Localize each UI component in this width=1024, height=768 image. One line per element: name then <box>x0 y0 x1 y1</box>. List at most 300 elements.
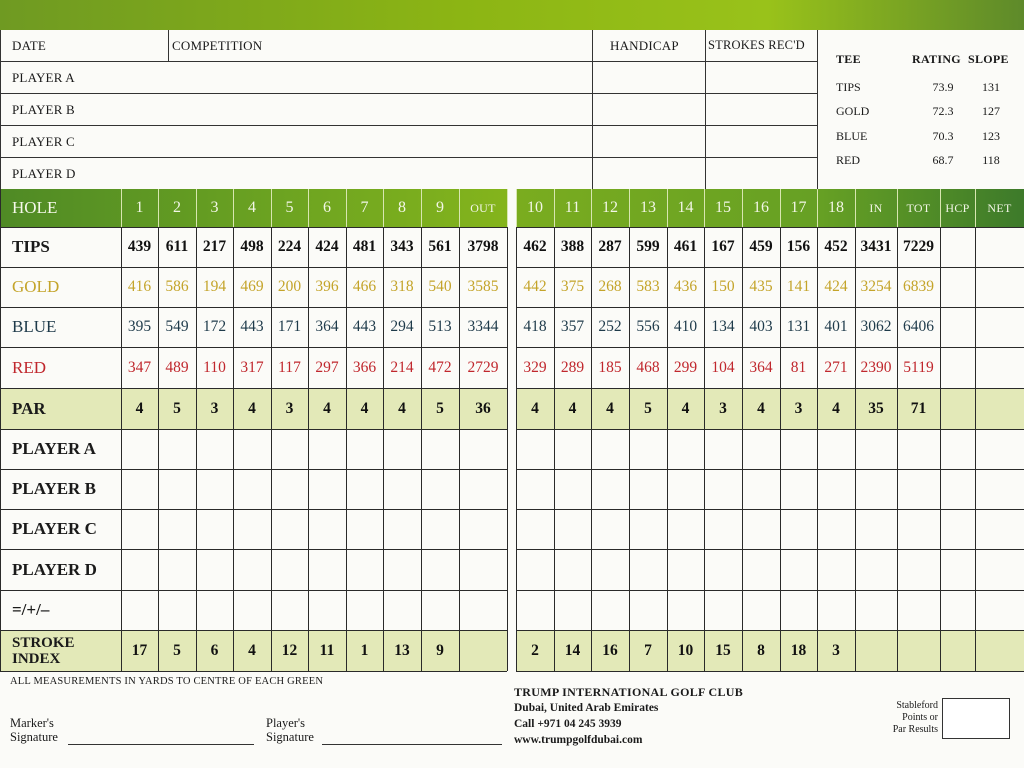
tee-rating-row <box>836 129 1016 145</box>
yardage-cell: 435 <box>749 278 773 295</box>
score-entry-cell[interactable] <box>780 429 817 469</box>
club-location: Dubai, United Arab Emirates <box>514 702 659 714</box>
hole-number: 14 <box>677 199 694 216</box>
score-entry-cell[interactable] <box>233 549 271 590</box>
score-entry-cell[interactable] <box>704 549 742 590</box>
score-entry-cell[interactable] <box>667 469 704 509</box>
stroke-index-cell: 4 <box>248 641 256 659</box>
tee-rating-value: 68.7 <box>932 153 954 167</box>
score-entry-cell[interactable] <box>459 590 507 630</box>
score-entry-cell[interactable] <box>346 469 383 509</box>
divider <box>705 30 706 190</box>
strokes-recd-label: STROKES REC'D <box>708 38 805 52</box>
yardage-cell: 287 <box>598 238 622 255</box>
yardage-cell: 318 <box>390 278 414 295</box>
score-entry-cell[interactable] <box>940 469 975 509</box>
score-entry-cell[interactable] <box>271 469 308 509</box>
yardage-cell: 81 <box>790 358 807 376</box>
yardage-cell: 583 <box>636 278 660 295</box>
yardage-cell: 364 <box>315 318 339 335</box>
tee-tee-value: GOLD <box>836 104 870 118</box>
score-entry-cell[interactable] <box>233 509 271 549</box>
in-header: IN <box>869 200 883 215</box>
score-entry-cell[interactable] <box>940 429 975 469</box>
grid-line <box>507 227 508 671</box>
par-out-cell: 36 <box>475 399 491 417</box>
tee-rating-value: 72.3 <box>932 104 954 118</box>
score-entry-cell[interactable] <box>742 469 780 509</box>
hole-number: 4 <box>248 199 256 216</box>
score-entry-cell[interactable] <box>704 509 742 549</box>
out-total-cell: 2729 <box>467 358 499 376</box>
score-entry-cell[interactable] <box>121 590 158 630</box>
score-entry-cell[interactable] <box>591 509 629 549</box>
stroke-index-cell: 10 <box>677 641 694 659</box>
score-entry-cell[interactable] <box>554 509 591 549</box>
yardage-cell: 200 <box>277 278 302 295</box>
score-entry-cell[interactable] <box>704 590 742 630</box>
par-cell: 4 <box>757 399 765 417</box>
score-entry-cell[interactable] <box>516 429 554 469</box>
score-entry-cell[interactable] <box>742 549 780 590</box>
score-entry-cell[interactable] <box>940 549 975 590</box>
stroke-index-cell: 5 <box>173 641 181 659</box>
player-signature-line1: Player's <box>266 716 306 730</box>
stableford-line1: Stableford <box>896 700 938 711</box>
info-row-player-b[interactable] <box>0 94 818 126</box>
score-entry-cell[interactable] <box>855 509 897 549</box>
score-entry-cell[interactable] <box>308 549 346 590</box>
score-entry-cell[interactable] <box>780 509 817 549</box>
out-header: OUT <box>470 200 496 215</box>
stroke-index-cell: 7 <box>644 641 652 659</box>
marker-signature-label <box>10 716 58 744</box>
hole-number: 16 <box>753 199 769 216</box>
score-entry-cell[interactable] <box>346 549 383 590</box>
par-cell: 4 <box>531 399 539 417</box>
top-color-band <box>0 0 1024 30</box>
yardage-cell: 343 <box>390 238 414 255</box>
score-entry-cell[interactable] <box>196 469 233 509</box>
score-entry-cell[interactable] <box>158 509 196 549</box>
score-entry-cell[interactable] <box>742 429 780 469</box>
score-entry-cell[interactable] <box>704 429 742 469</box>
grid-line <box>516 671 1024 672</box>
score-entry-cell[interactable] <box>516 469 554 509</box>
par-cell: 4 <box>248 399 256 417</box>
stroke-index-cell: 13 <box>394 641 410 659</box>
yardage-cell: 481 <box>352 238 377 255</box>
par-cell: 3 <box>794 399 803 417</box>
yardage-cell: 172 <box>202 318 227 335</box>
score-entry-cell[interactable] <box>897 509 940 549</box>
stroke-index-cell: 15 <box>715 641 731 659</box>
yardage-cell: 217 <box>202 238 227 255</box>
score-entry-cell[interactable] <box>554 590 591 630</box>
stroke-index-cell: 3 <box>832 641 840 659</box>
score-entry-cell[interactable] <box>667 590 704 630</box>
score-entry-cell[interactable] <box>233 469 271 509</box>
yardage-cell: 347 <box>127 358 152 376</box>
yardage-cell: 472 <box>428 358 452 376</box>
par-cell: 4 <box>606 399 614 417</box>
yardage-cell: 366 <box>352 358 377 376</box>
stroke-index-label-line1: STROKE <box>12 634 75 651</box>
stroke-index-cell: 1 <box>360 641 369 659</box>
yardage-cell: 297 <box>315 358 339 376</box>
par-cell: 4 <box>568 399 577 417</box>
score-entry-cell[interactable] <box>233 429 271 469</box>
score-entry-cell[interactable] <box>158 549 196 590</box>
score-entry-cell[interactable] <box>591 549 629 590</box>
club-phone: Call +971 04 245 3939 <box>514 718 622 730</box>
score-entry-cell[interactable] <box>271 590 308 630</box>
score-entry-cell[interactable] <box>421 429 459 469</box>
score-entry-cell[interactable] <box>855 429 897 469</box>
score-entry-cell[interactable] <box>742 590 780 630</box>
stroke-index-cell: 18 <box>790 641 807 659</box>
marker-signature-line2: Signature <box>10 730 58 744</box>
score-entry-cell[interactable] <box>629 429 667 469</box>
score-entry-cell[interactable] <box>780 549 817 590</box>
stableford-line2: Points or <box>902 712 938 723</box>
par-cell: 5 <box>644 399 652 417</box>
tee-tee-value: BLUE <box>836 129 868 143</box>
par-cell: 3 <box>210 399 219 417</box>
score-entry-cell[interactable] <box>855 549 897 590</box>
score-entry-cell[interactable] <box>346 429 383 469</box>
hole-number: 8 <box>398 199 406 216</box>
score-entry-cell[interactable] <box>817 549 855 590</box>
yardage-cell: 134 <box>711 318 735 335</box>
score-entry-cell[interactable] <box>591 469 629 509</box>
score-entry-cell[interactable] <box>121 509 158 549</box>
competition-label: COMPETITION <box>172 37 263 53</box>
score-entry-cell[interactable] <box>383 509 421 549</box>
yardage-cell: 388 <box>560 238 585 255</box>
score-entry-cell[interactable] <box>780 590 817 630</box>
score-entry-cell[interactable] <box>158 429 196 469</box>
yardage-cell: 403 <box>749 318 773 335</box>
yardage-cell: 439 <box>127 238 152 255</box>
divider <box>168 30 169 62</box>
score-entry-cell[interactable] <box>383 429 421 469</box>
stroke-index-cell: 8 <box>757 641 765 659</box>
player-score-label: PLAYER D <box>12 559 97 579</box>
score-entry-cell[interactable] <box>383 549 421 590</box>
yardage-cell: 194 <box>202 278 227 295</box>
in-total-cell: 3254 <box>860 278 892 295</box>
tee-header: TEE <box>836 52 861 66</box>
score-entry-cell[interactable] <box>667 549 704 590</box>
score-entry-cell[interactable] <box>667 509 704 549</box>
score-entry-cell[interactable] <box>308 509 346 549</box>
yardage-cell: 549 <box>165 318 189 335</box>
yardage-cell: 375 <box>560 278 585 295</box>
par-cell: 4 <box>398 399 406 417</box>
tee-slope-value: 118 <box>982 153 1000 167</box>
score-entry-cell[interactable] <box>421 509 459 549</box>
score-entry-cell[interactable] <box>975 469 1024 509</box>
score-entry-cell[interactable] <box>629 469 667 509</box>
yardage-cell: 489 <box>165 358 189 376</box>
score-entry-cell[interactable] <box>940 509 975 549</box>
yardage-cell: 294 <box>390 318 414 335</box>
yardage-cell: 271 <box>824 358 848 376</box>
stableford-line3: Par Results <box>892 724 938 735</box>
date-label: DATE <box>12 37 47 53</box>
yardage-cell: 469 <box>240 278 264 295</box>
par-cell: 4 <box>360 399 369 417</box>
score-entry-cell[interactable] <box>196 509 233 549</box>
score-entry-cell[interactable] <box>897 429 940 469</box>
club-website[interactable]: www.trumpgolfdubai.com <box>514 734 643 746</box>
player-signature-label <box>266 716 314 744</box>
score-entry-cell[interactable] <box>516 590 554 630</box>
tee-rating-value: 73.9 <box>932 80 954 94</box>
yardage-cell: 171 <box>277 318 302 335</box>
yardage-cell: 556 <box>636 318 660 335</box>
par-cell: 4 <box>832 399 840 417</box>
hole-number: 3 <box>210 199 219 216</box>
yardage-cell: 357 <box>560 318 585 335</box>
yardage-cell: 317 <box>240 358 264 376</box>
yardage-cell: 442 <box>523 278 547 295</box>
score-entry-cell[interactable] <box>196 549 233 590</box>
in-total-cell: 3062 <box>860 318 892 335</box>
divider <box>592 30 593 190</box>
yardage-cell: 586 <box>165 278 189 295</box>
score-entry-cell[interactable] <box>459 509 507 549</box>
stroke-index-cell: 11 <box>319 641 335 659</box>
par-cell: 5 <box>436 399 444 417</box>
rating-header: RATING <box>912 52 961 66</box>
score-entry-cell[interactable] <box>196 429 233 469</box>
tee-rating-row <box>836 80 1016 96</box>
player-signature-field[interactable] <box>322 744 502 745</box>
par-cell: 4 <box>681 399 690 417</box>
score-entry-cell[interactable] <box>383 469 421 509</box>
stroke-index-cell: 16 <box>602 641 618 659</box>
yardage-cell: 461 <box>673 238 698 255</box>
score-entry-cell[interactable] <box>121 469 158 509</box>
stroke-index-label-line2: INDEX <box>12 650 61 667</box>
stroke-index-cell: 17 <box>131 641 148 659</box>
yardage-cell: 418 <box>523 318 547 335</box>
yardage-cell: 424 <box>824 278 848 295</box>
measurement-note: ALL MEASUREMENTS IN YARDS TO CENTRE OF EACH GREEN <box>10 676 324 687</box>
score-entry-cell[interactable] <box>554 469 591 509</box>
yardage-cell: 540 <box>428 278 452 295</box>
score-entry-cell[interactable] <box>459 549 507 590</box>
score-entry-cell[interactable] <box>233 590 271 630</box>
score-entry-cell[interactable] <box>897 549 940 590</box>
score-entry-cell[interactable] <box>817 469 855 509</box>
score-entry-cell[interactable] <box>516 509 554 549</box>
score-entry-cell[interactable] <box>629 509 667 549</box>
tee-slope-value: 131 <box>982 80 1000 94</box>
header-info-table <box>0 30 818 190</box>
score-entry-cell[interactable] <box>554 549 591 590</box>
player-a-name-label: PLAYER A <box>12 69 75 85</box>
score-entry-cell[interactable] <box>271 509 308 549</box>
yardage-cell: 214 <box>390 358 414 376</box>
tee-row-label-gold: GOLD <box>12 277 60 296</box>
stroke-index-cell: 9 <box>436 641 444 659</box>
score-entry-cell[interactable] <box>975 509 1024 549</box>
stroke-index-cell: 6 <box>210 641 219 659</box>
yardage-cell: 462 <box>523 238 547 255</box>
score-entry-cell[interactable] <box>196 590 233 630</box>
handicap-label: HANDICAP <box>610 37 679 53</box>
score-entry-cell[interactable] <box>591 429 629 469</box>
score-entry-cell[interactable] <box>308 469 346 509</box>
yardage-cell: 410 <box>673 318 698 335</box>
yardage-cell: 611 <box>165 238 189 255</box>
hole-number: 15 <box>715 199 731 216</box>
player-score-label: PLAYER C <box>12 519 97 538</box>
stableford-result-box[interactable] <box>942 698 1010 739</box>
yardage-cell: 289 <box>560 358 585 376</box>
tee-rating-row <box>836 153 1016 169</box>
tee-rating-row <box>836 104 1016 120</box>
tee-slope-value: 123 <box>982 129 1000 143</box>
hole-number: 11 <box>564 199 581 216</box>
info-row-player-d[interactable] <box>0 158 818 190</box>
player-signature-line2: Signature <box>266 730 314 744</box>
player-b-name-label: PLAYER B <box>12 101 75 117</box>
score-entry-cell[interactable] <box>667 429 704 469</box>
score-entry-cell[interactable] <box>346 590 383 630</box>
score-entry-cell[interactable] <box>975 429 1024 469</box>
score-entry-cell[interactable] <box>121 549 158 590</box>
score-entry-cell[interactable] <box>308 590 346 630</box>
yardage-cell: 156 <box>786 238 811 255</box>
stroke-index-cell: 12 <box>281 641 298 659</box>
score-entry-cell[interactable] <box>383 590 421 630</box>
in-total-cell: 3431 <box>860 238 892 255</box>
par-cell: 4 <box>135 399 144 417</box>
yardage-cell: 117 <box>278 358 301 376</box>
score-entry-cell[interactable] <box>704 469 742 509</box>
yardage-cell: 452 <box>824 238 848 255</box>
score-entry-cell[interactable] <box>271 429 308 469</box>
yardage-cell: 167 <box>711 238 735 255</box>
yardage-cell: 141 <box>786 278 811 295</box>
tee-tee-value: RED <box>836 153 860 167</box>
par-cell: 4 <box>323 399 331 417</box>
total-cell: 7229 <box>903 238 934 255</box>
tee-slope-value: 127 <box>982 104 1000 118</box>
score-entry-cell[interactable] <box>459 469 507 509</box>
hole-number: 9 <box>436 199 444 216</box>
yardage-cell: 561 <box>428 238 452 255</box>
score-entry-cell[interactable] <box>158 590 196 630</box>
yardage-cell: 185 <box>598 358 622 376</box>
stroke-index-cell: 14 <box>564 641 581 659</box>
plus-minus-label: =/+/– <box>12 600 50 619</box>
score-entry-cell[interactable] <box>897 469 940 509</box>
marker-signature-field[interactable] <box>68 744 254 745</box>
yardage-cell: 466 <box>352 278 377 295</box>
score-entry-cell[interactable] <box>780 469 817 509</box>
hole-number: 1 <box>135 199 144 216</box>
yardage-cell: 416 <box>127 278 152 295</box>
yardage-cell: 252 <box>598 318 622 335</box>
score-entry-cell[interactable] <box>516 549 554 590</box>
info-row-player-a[interactable] <box>0 62 818 94</box>
hole-number: 7 <box>360 199 369 216</box>
hole-number: 5 <box>285 199 294 216</box>
score-entry-cell[interactable] <box>629 590 667 630</box>
net-header: NET <box>987 200 1012 215</box>
score-entry-cell[interactable] <box>459 429 507 469</box>
score-entry-cell[interactable] <box>855 469 897 509</box>
divider <box>817 30 818 190</box>
stroke-index-label <box>0 630 121 671</box>
score-entry-cell[interactable] <box>554 429 591 469</box>
yardage-cell: 599 <box>636 238 660 255</box>
yardage-cell: 396 <box>315 278 339 295</box>
score-entry-cell[interactable] <box>421 469 459 509</box>
hole-number: 12 <box>602 199 618 216</box>
score-entry-cell[interactable] <box>346 509 383 549</box>
yardage-cell: 401 <box>824 318 848 335</box>
player-d-name-label: PLAYER D <box>12 166 76 181</box>
info-row-player-c[interactable] <box>0 126 818 158</box>
yardage-cell: 150 <box>711 278 735 295</box>
par-label: PAR <box>12 398 46 418</box>
yardage-cell: 424 <box>315 238 339 255</box>
score-entry-cell[interactable] <box>975 549 1024 590</box>
score-entry-cell[interactable] <box>817 590 855 630</box>
score-entry-cell[interactable] <box>271 549 308 590</box>
score-entry-cell[interactable] <box>158 469 196 509</box>
club-name: TRUMP INTERNATIONAL GOLF CLUB <box>514 685 744 699</box>
score-grid <box>0 189 1024 671</box>
yardage-cell: 364 <box>749 358 773 376</box>
score-entry-cell[interactable] <box>421 549 459 590</box>
hole-number: 13 <box>640 199 656 216</box>
score-entry-cell[interactable] <box>817 429 855 469</box>
score-entry-cell[interactable] <box>421 590 459 630</box>
score-entry-cell[interactable] <box>629 549 667 590</box>
score-entry-cell[interactable] <box>591 590 629 630</box>
yardage-cell: 110 <box>203 358 226 376</box>
score-entry-cell[interactable] <box>121 429 158 469</box>
grid-line <box>507 189 508 227</box>
score-entry-cell[interactable] <box>742 509 780 549</box>
score-entry-cell[interactable] <box>817 509 855 549</box>
yardage-cell: 299 <box>673 358 698 376</box>
yardage-cell: 329 <box>523 358 547 376</box>
yardage-cell: 436 <box>673 278 698 295</box>
out-total-cell: 3344 <box>467 318 499 335</box>
par-cell: 3 <box>719 399 727 417</box>
hole-label: HOLE <box>12 198 58 217</box>
info-row-date <box>0 30 818 62</box>
tee-rating-value: 70.3 <box>932 129 954 143</box>
yardage-cell: 498 <box>240 238 264 255</box>
out-total-cell: 3585 <box>467 278 499 295</box>
par-cell: 5 <box>173 399 181 417</box>
par-total-cell: 71 <box>910 399 927 417</box>
par-in-cell: 35 <box>868 399 884 417</box>
slope-header: SLOPE <box>968 52 1009 66</box>
player-score-label: PLAYER B <box>12 479 96 498</box>
score-entry-cell[interactable] <box>308 429 346 469</box>
hole-number: 10 <box>527 199 543 216</box>
